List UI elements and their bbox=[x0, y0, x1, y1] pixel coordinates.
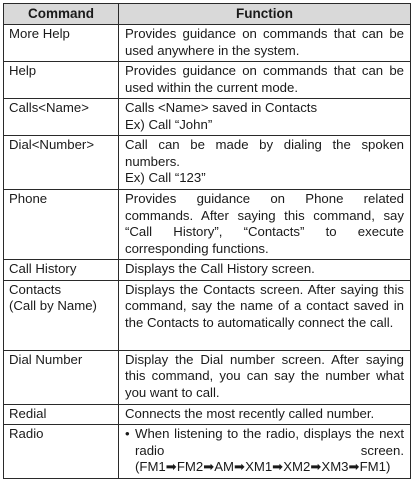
function-cell: Displays the Contacts screen. After saying this command, say the name of a contact saved in the Contacts to automatically connect the call. bbox=[119, 280, 411, 350]
function-cell: Provides guidance on commands that can be used anywhere in the system. bbox=[119, 25, 411, 62]
table-row bbox=[4, 280, 411, 350]
function-cell: Displays the Call History screen. bbox=[119, 260, 411, 281]
function-cell bbox=[119, 99, 411, 136]
table-row bbox=[4, 190, 411, 260]
function-text: When listening to the radio, displays the next radio screen. (FM1➡FM2➡AM➡XM1➡XM2➡XM3➡FM1) bbox=[135, 426, 404, 474]
function-text: Calls <Name> saved in Contacts bbox=[125, 100, 318, 115]
command-text: Contacts bbox=[9, 281, 62, 297]
command-cell: Redial bbox=[4, 404, 119, 425]
command-cell: Call History bbox=[4, 260, 119, 281]
table-row bbox=[4, 404, 411, 425]
example-text: Ex) Call “John” bbox=[125, 116, 213, 132]
function-text: Call can be made by dialing the spoken numbers. bbox=[125, 137, 404, 169]
table-row bbox=[4, 425, 411, 479]
function-cell bbox=[119, 425, 411, 479]
table-row bbox=[4, 260, 411, 281]
command-cell: Radio bbox=[4, 425, 119, 479]
function-cell: Connects the most recently called number. bbox=[119, 404, 411, 425]
table-row bbox=[4, 25, 411, 62]
voice-command-table bbox=[3, 3, 411, 479]
voice-command-table-wrapper bbox=[3, 3, 410, 479]
example-text: Ex) Call “123” bbox=[125, 170, 206, 185]
function-cell: Provides guidance on commands that can be used within the current mode. bbox=[119, 62, 411, 99]
table-row bbox=[4, 99, 411, 136]
command-cell: Calls<Name> bbox=[4, 99, 119, 136]
function-cell: Display the Dial number screen. After saying this command, you can say the number what you want to call. bbox=[119, 350, 411, 404]
command-subtext: (Call by Name) bbox=[9, 298, 97, 313]
table-row bbox=[4, 350, 411, 404]
command-column-header: Command bbox=[4, 4, 119, 25]
function-cell: Provides guidance on Phone related commands. After saying this command, say “Call History”, “Contacts” to execute corresponding functions. bbox=[119, 190, 411, 260]
command-cell: Dial<Number> bbox=[4, 136, 119, 190]
command-cell: Dial Number bbox=[4, 350, 119, 404]
command-cell: Phone bbox=[4, 190, 119, 260]
table-row bbox=[4, 136, 411, 190]
bullet-icon: • bbox=[125, 426, 130, 441]
function-column-header: Function bbox=[119, 4, 411, 25]
bullet-item bbox=[125, 426, 404, 476]
function-cell bbox=[119, 136, 411, 190]
command-cell bbox=[4, 280, 119, 350]
command-cell: Help bbox=[4, 62, 119, 99]
command-cell: More Help bbox=[4, 25, 119, 62]
table-row bbox=[4, 62, 411, 99]
table-header-row bbox=[4, 4, 411, 25]
